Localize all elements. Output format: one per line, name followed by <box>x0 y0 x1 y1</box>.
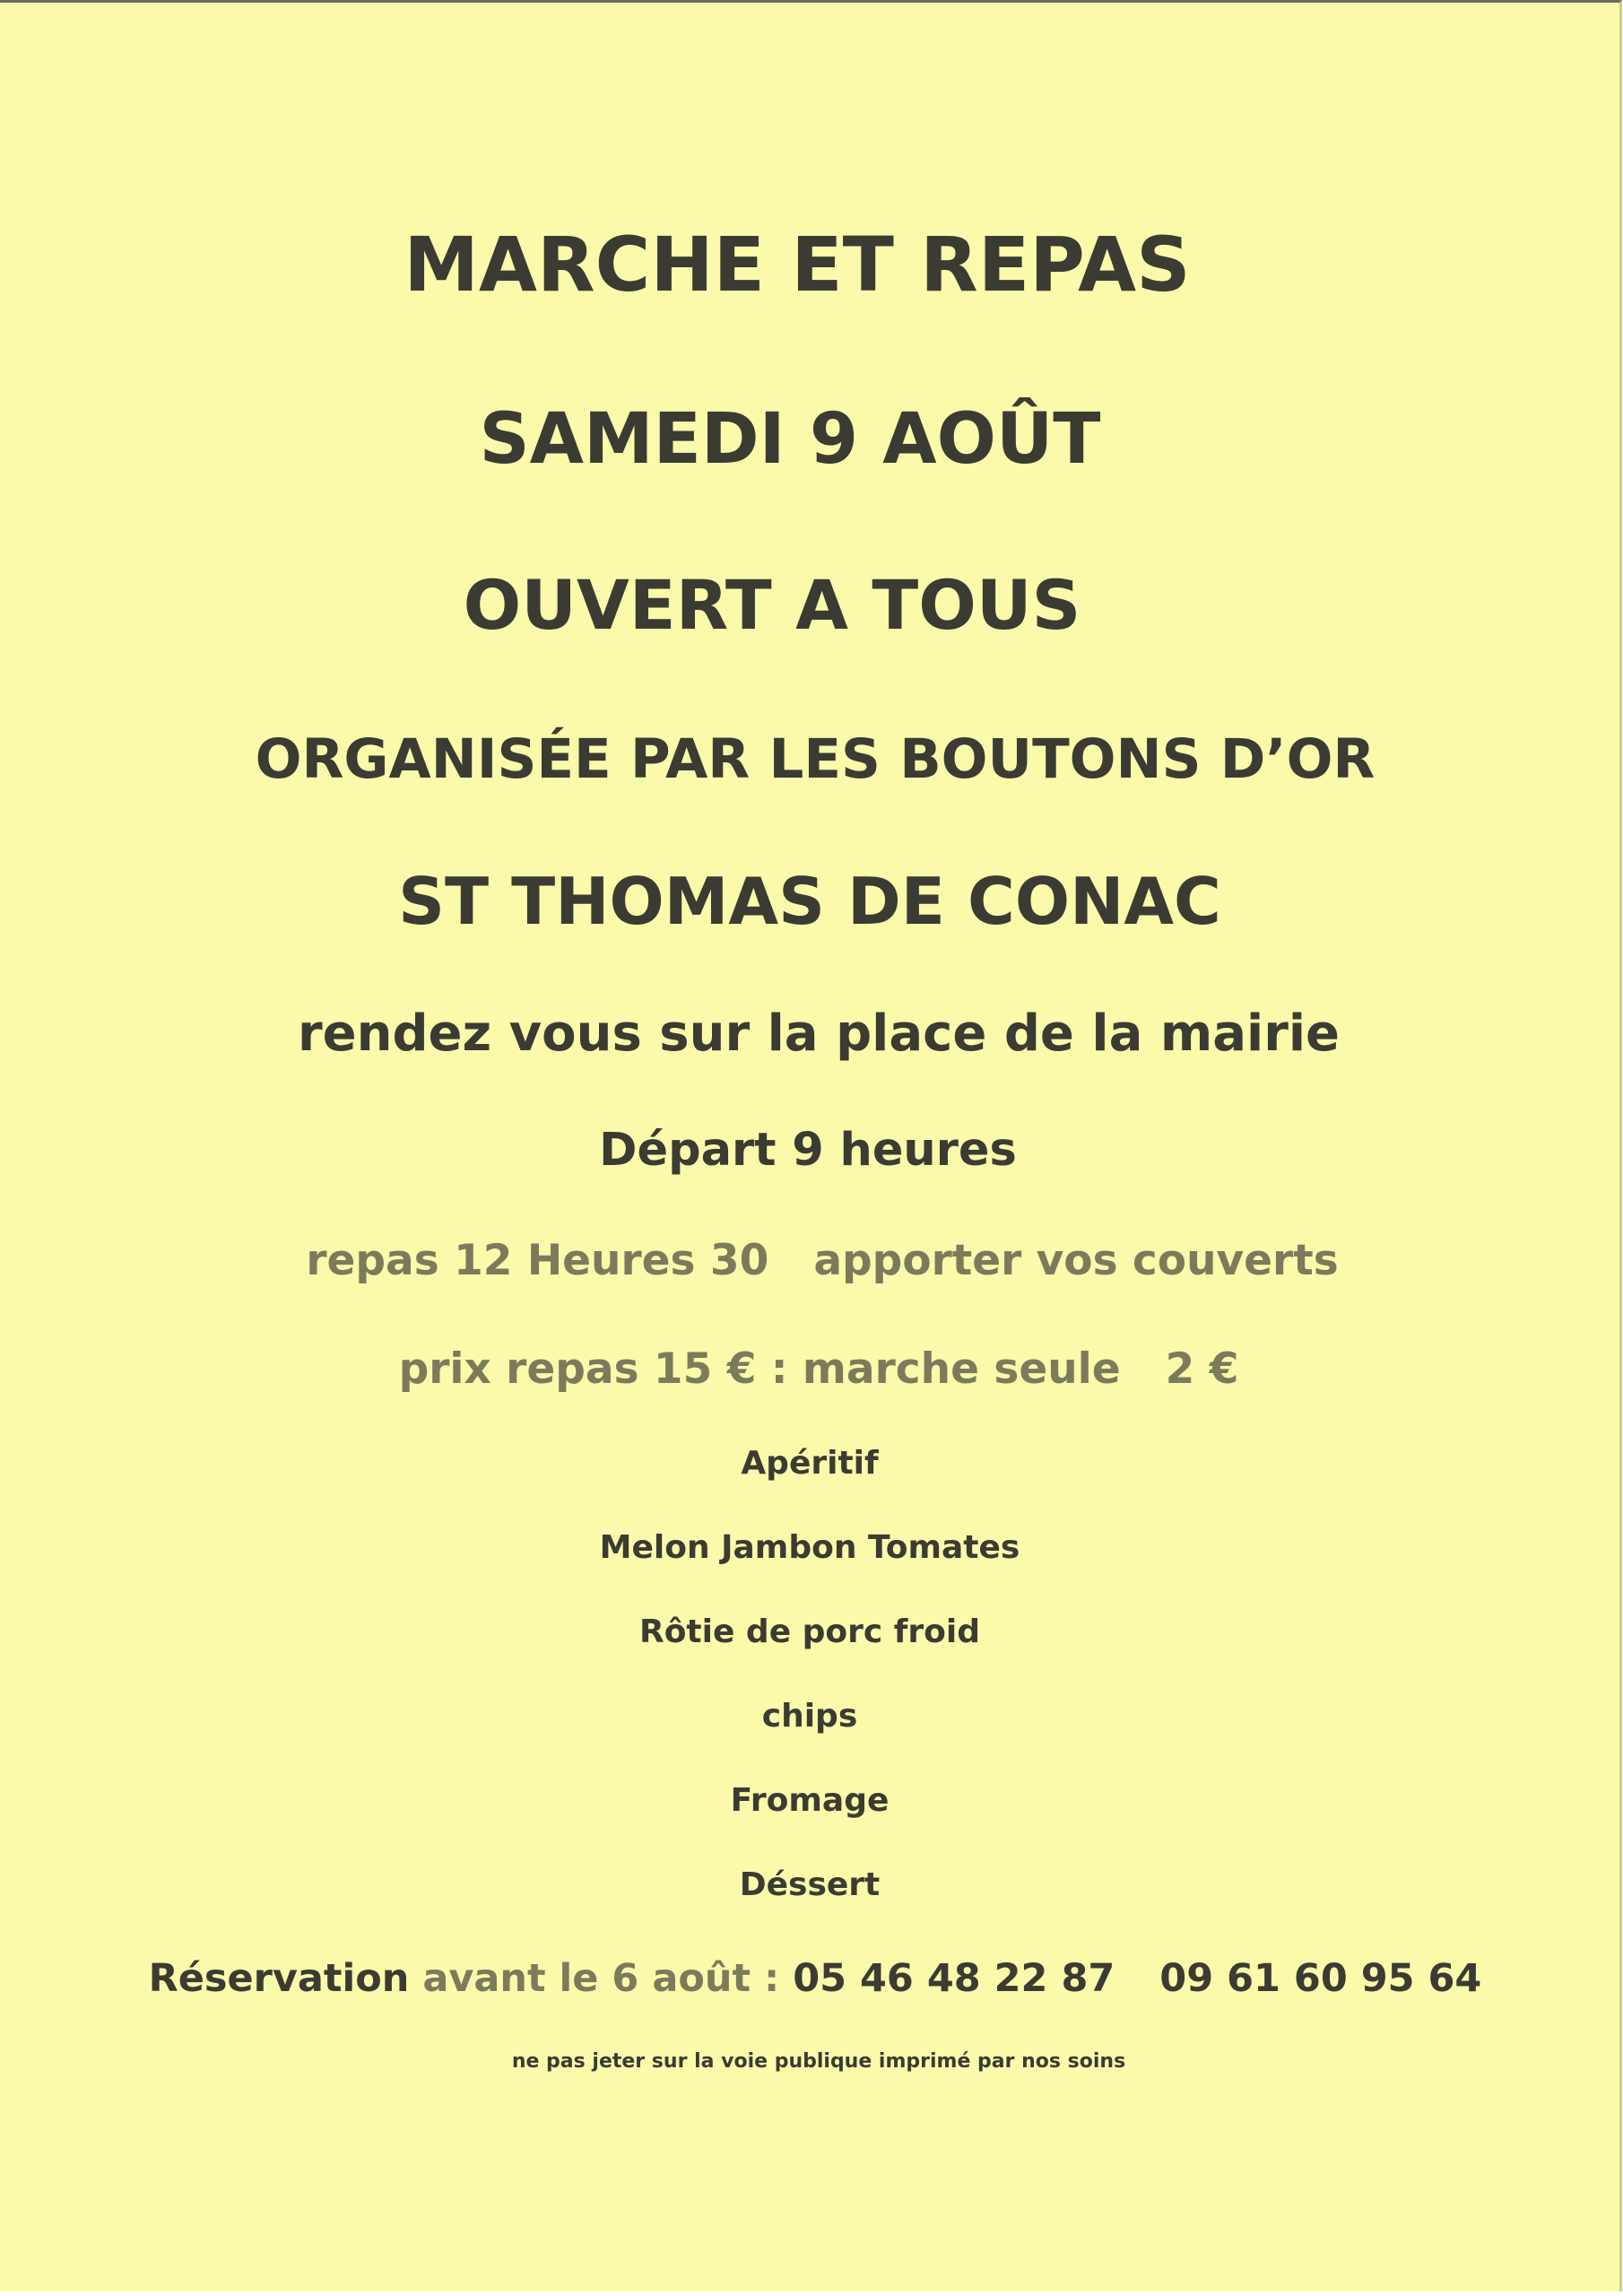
reservation-label: Réservation <box>148 1956 410 2001</box>
phone-number-2: 09 61 60 95 64 <box>1159 1956 1482 2001</box>
walk-price: 2 € <box>1165 1344 1239 1394</box>
menu-item: Fromage <box>730 1782 890 1819</box>
reservation-line <box>5 1956 1623 2001</box>
menu-item: Apéritif <box>741 1445 879 1482</box>
meal-note: apporter vos couverts <box>813 1236 1339 1285</box>
meal-info <box>13 1236 1623 1285</box>
organizer: ORGANISÉE PAR LES BOUTONS D’OR <box>255 727 1376 791</box>
reservation-deadline: avant le 6 août : <box>422 1956 780 2001</box>
event-place: ST THOMAS DE CONAC <box>398 864 1221 939</box>
phone-number-1: 05 46 48 22 87 <box>793 1956 1115 2001</box>
menu-item: chips <box>761 1698 858 1735</box>
footer-note: ne pas jeter sur la voie publique imprimé par nos soins <box>511 2050 1126 2073</box>
event-date: SAMEDI 9 AOÛT <box>479 399 1101 480</box>
flyer-title: MARCHE ET REPAS <box>404 221 1191 309</box>
open-to-all: OUVERT A TOUS <box>463 565 1081 645</box>
meeting-point: rendez vous sur la place de la mairie <box>298 1004 1340 1063</box>
menu-item: Rôtie de porc froid <box>638 1613 981 1650</box>
meal-price: prix repas 15 € : marche seule <box>398 1344 1121 1394</box>
menu-item: Melon Jambon Tomates <box>599 1529 1020 1566</box>
meal-time: repas 12 Heures 30 <box>306 1236 769 1285</box>
menu-item: Déssert <box>739 1866 881 1903</box>
departure-time: Départ 9 heures <box>599 1124 1017 1177</box>
price-info <box>9 1344 1623 1394</box>
